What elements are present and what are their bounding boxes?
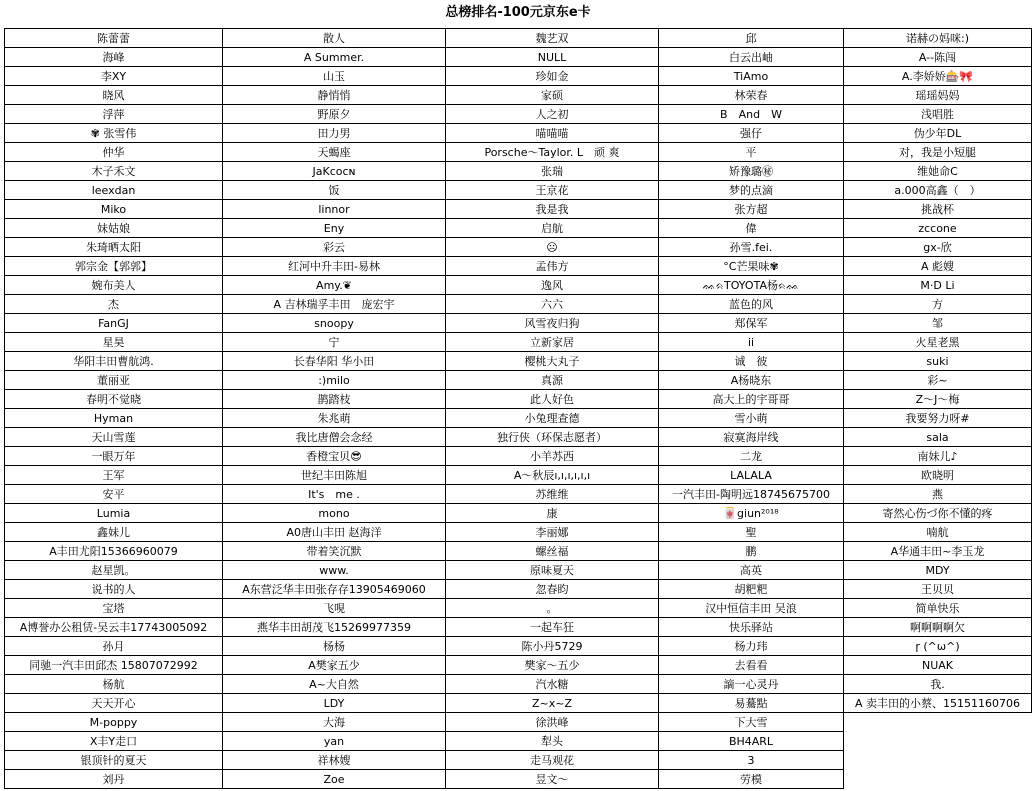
table-cell: 对，我是小短腿 [844, 143, 1032, 162]
table-cell: 孟伟方 [446, 257, 659, 276]
table-cell: 长春华阳 华小田 [223, 352, 446, 371]
table-cell: 饭 [223, 181, 446, 200]
table-cell: 寄然心伤づ你不懂的疼 [844, 504, 1032, 523]
table-cell: 大海 [223, 713, 446, 732]
table-cell: ✾ 张雪伟 [5, 124, 223, 143]
table-cell: 燕 [844, 485, 1032, 504]
table-cell: LALALA [659, 466, 844, 485]
table-cell: ii [659, 333, 844, 352]
table-row [5, 732, 1032, 751]
table-cell: 六六 [446, 295, 659, 314]
table-cell: A Summer. [223, 48, 446, 67]
table-cell: 汽水糖 [446, 675, 659, 694]
table-row [5, 200, 1032, 219]
table-row [5, 542, 1032, 561]
ranking-table [4, 28, 1032, 789]
table-cell: 林荣春 [659, 86, 844, 105]
table-cell: 平 [659, 143, 844, 162]
table-cell: 原味夏天 [446, 561, 659, 580]
table-cell: 珍如金 [446, 67, 659, 86]
table-cell: 梦的点滴 [659, 181, 844, 200]
table-cell: 人之初 [446, 105, 659, 124]
table-cell [844, 751, 1032, 770]
table-row [5, 181, 1032, 200]
table-cell: 火星老黑 [844, 333, 1032, 352]
table-cell: 风雪夜归狗 [446, 314, 659, 333]
table-cell: suki [844, 352, 1032, 371]
table-cell: LDY [223, 694, 446, 713]
table-cell: 妹姑娘 [5, 219, 223, 238]
table-cell: M-poppy [5, 713, 223, 732]
page-title: 总榜排名-100元京东e卡 [445, 5, 591, 20]
table-cell: 此人好色 [446, 390, 659, 409]
table-cell: 矫豫璐㊙ [659, 162, 844, 181]
table-cell: Amy.❦ [223, 276, 446, 295]
table-cell: 一眼万年 [5, 447, 223, 466]
table-cell: 说书的人 [5, 580, 223, 599]
table-row [5, 675, 1032, 694]
table-cell: NUAK [844, 656, 1032, 675]
table-row [5, 295, 1032, 314]
table-cell: 苏维维 [446, 485, 659, 504]
table-cell: 挑战杯 [844, 200, 1032, 219]
table-cell: 海峰 [5, 48, 223, 67]
table-cell: 山玉 [223, 67, 446, 86]
table-cell: 诺赫の妈咪:) [844, 29, 1032, 48]
table-cell: 犁头 [446, 732, 659, 751]
table-cell: 强仔 [659, 124, 844, 143]
table-cell: A 吉林瑞孚丰田 庞宏宇 [223, 295, 446, 314]
table-cell: 李丽娜 [446, 523, 659, 542]
table-cell: 李XY [5, 67, 223, 86]
table-cell: A--陈闯 [844, 48, 1032, 67]
table-cell: A 卖丰田的小蔡、15151160706 [844, 694, 1032, 713]
table-row [5, 276, 1032, 295]
table-cell: 我要努力呀# [844, 409, 1032, 428]
table-cell: 喵喵喵 [446, 124, 659, 143]
table-cell: ☹ [446, 238, 659, 257]
table-cell: 昱文～ [446, 770, 659, 789]
table-cell: mono [223, 504, 446, 523]
table-cell: A东营泛华丰田张存存13905469060 [223, 580, 446, 599]
table-row [5, 656, 1032, 675]
ranking-table-body [5, 29, 1032, 789]
table-cell: Porsche～Taylor. L 顽 爽 [446, 143, 659, 162]
table-cell: A~大自然 [223, 675, 446, 694]
table-cell: °C芒果味✾ [659, 257, 844, 276]
table-cell: 浅唱胜 [844, 105, 1032, 124]
table-cell: Miko [5, 200, 223, 219]
table-cell: 偉 [659, 219, 844, 238]
table-cell: MDY [844, 561, 1032, 580]
table-row [5, 599, 1032, 618]
table-cell: 散人 [223, 29, 446, 48]
table-cell: 宁 [223, 333, 446, 352]
table-cell: 快乐驿站 [659, 618, 844, 637]
table-cell: 樊家～五少 [446, 656, 659, 675]
table-cell: 喃航 [844, 523, 1032, 542]
table-cell: 浮萍 [5, 105, 223, 124]
table-cell: 立新家居 [446, 333, 659, 352]
table-cell: 一汽丰田-陶明远18745675700 [659, 485, 844, 504]
table-row [5, 257, 1032, 276]
table-row [5, 219, 1032, 238]
table-row [5, 504, 1032, 523]
table-cell: 燕华丰田胡茂飞15269977359 [223, 618, 446, 637]
table-row [5, 485, 1032, 504]
table-cell: 朱兆萌 [223, 409, 446, 428]
table-cell: A.李娇娇🎰🎀 [844, 67, 1032, 86]
table-cell: 鑫妹儿 [5, 523, 223, 542]
table-cell: 维她命C [844, 162, 1032, 181]
table-cell: :)milo [223, 371, 446, 390]
table-row [5, 409, 1032, 428]
table-row [5, 618, 1032, 637]
table-row [5, 333, 1032, 352]
table-cell: 聖 [659, 523, 844, 542]
table-cell: 小羊苏西 [446, 447, 659, 466]
table-cell: 欧晓明 [844, 466, 1032, 485]
table-cell: 田力男 [223, 124, 446, 143]
table-cell: 杨杨 [223, 637, 446, 656]
table-cell: A丰田尤阳15366960079 [5, 542, 223, 561]
table-cell: B And W [659, 105, 844, 124]
table-cell: sala [844, 428, 1032, 447]
table-cell: 木子禾文 [5, 162, 223, 181]
table-cell: 鹏 [659, 542, 844, 561]
table-cell: 安平 [5, 485, 223, 504]
table-cell: A华通丰田~李玉龙 [844, 542, 1032, 561]
table-cell: 红河中升丰田-易林 [223, 257, 446, 276]
table-row [5, 561, 1032, 580]
table-cell: A樊家五少 [223, 656, 446, 675]
table-cell: 祥林嫂 [223, 751, 446, 770]
table-cell: 带着笑沉默 [223, 542, 446, 561]
table-row [5, 371, 1032, 390]
table-cell: 我. [844, 675, 1032, 694]
table-cell: 易驀點 [659, 694, 844, 713]
table-cell: 蓝色的风 [659, 295, 844, 314]
table-cell: 伪少年DL [844, 124, 1032, 143]
table-cell: Lumia [5, 504, 223, 523]
table-cell: X丰Y走口 [5, 732, 223, 751]
table-cell: 謫一心灵丹 [659, 675, 844, 694]
table-cell: 高英 [659, 561, 844, 580]
table-cell: 杨航 [5, 675, 223, 694]
table-cell: 郭宗金【郭郭】 [5, 257, 223, 276]
table-cell: A0唐山丰田 赵海洋 [223, 523, 446, 542]
table-cell: 张瑞 [446, 162, 659, 181]
table-cell: 王贝贝 [844, 580, 1032, 599]
table-cell: 启航 [446, 219, 659, 238]
table-cell: 香橙宝贝😎 [223, 447, 446, 466]
table-cell: 张方超 [659, 200, 844, 219]
table-row [5, 770, 1032, 789]
table-cell: 家硕 [446, 86, 659, 105]
table-cell: 王军 [5, 466, 223, 485]
table-cell: 飞哯 [223, 599, 446, 618]
table-cell: 雪小萌 [659, 409, 844, 428]
table-row [5, 751, 1032, 770]
table-cell: 华阳丰田曹航鸿. [5, 352, 223, 371]
table-row [5, 447, 1032, 466]
table-cell: It's me . [223, 485, 446, 504]
table-cell: a.000高鑫（ ） [844, 181, 1032, 200]
table-row [5, 390, 1032, 409]
table-cell: 二龙 [659, 447, 844, 466]
table-cell: ᨐᨑTOYOTA杨ᨑᨐ [659, 276, 844, 295]
table-cell: 方 [844, 295, 1032, 314]
table-cell: 南妹儿♪ [844, 447, 1032, 466]
table-cell: 忽春盷 [446, 580, 659, 599]
table-row [5, 466, 1032, 485]
table-row [5, 352, 1032, 371]
table-row [5, 124, 1032, 143]
table-row [5, 314, 1032, 333]
table-cell: 康 [446, 504, 659, 523]
table-cell: 。 [446, 599, 659, 618]
table-cell: 同驰一汽丰田邱杰 15807072992 [5, 656, 223, 675]
table-cell: leexdan [5, 181, 223, 200]
table-cell: 陈蕾蕾 [5, 29, 223, 48]
table-cell: zccone [844, 219, 1032, 238]
table-cell: 下大雪 [659, 713, 844, 732]
table-cell: www. [223, 561, 446, 580]
table-cell: 寂寞海岸线 [659, 428, 844, 447]
table-cell: 瑶瑶妈妈 [844, 86, 1032, 105]
table-cell: 逸风 [446, 276, 659, 295]
table-cell: TiAmo [659, 67, 844, 86]
table-row [5, 29, 1032, 48]
table-cell: 天蝎座 [223, 143, 446, 162]
table-cell: 宝塔 [5, 599, 223, 618]
table-cell: A博誉办公租赁-吴云丰17743005092 [5, 618, 223, 637]
table-row [5, 637, 1032, 656]
table-cell: 邱 [659, 29, 844, 48]
table-cell: 彩~ [844, 371, 1032, 390]
table-cell: 高大上的宇哥哥 [659, 390, 844, 409]
table-row [5, 428, 1032, 447]
table-cell: 走马观花 [446, 751, 659, 770]
table-cell: 3 [659, 751, 844, 770]
table-cell: A 彪嫂 [844, 257, 1032, 276]
table-cell: 星昊 [5, 333, 223, 352]
table-cell: 汉中恒信丰田 吴浪 [659, 599, 844, 618]
table-cell: 我比唐僧会念经 [223, 428, 446, 447]
table-cell: 魏艺双 [446, 29, 659, 48]
table-row [5, 238, 1032, 257]
table-cell: BH4ARL [659, 732, 844, 751]
table-cell: 樱桃大丸子 [446, 352, 659, 371]
table-cell: 野原夕 [223, 105, 446, 124]
table-cell: A～秋辰ı,ı,ı,ı,ı,ı [446, 466, 659, 485]
table-cell: Z～J～梅 [844, 390, 1032, 409]
table-cell: 劳模 [659, 770, 844, 789]
table-row [5, 86, 1032, 105]
table-cell [844, 713, 1032, 732]
table-cell: 杨力玮 [659, 637, 844, 656]
table-cell: 我是我 [446, 200, 659, 219]
table-row [5, 48, 1032, 67]
table-cell: 真源 [446, 371, 659, 390]
table-row [5, 580, 1032, 599]
table-cell: 一起车狂 [446, 618, 659, 637]
table-cell: Z~x~Z [446, 694, 659, 713]
table-cell: 简单快乐 [844, 599, 1032, 618]
table-cell: 天山雪莲 [5, 428, 223, 447]
table-cell: Hyman [5, 409, 223, 428]
table-cell: 去看看 [659, 656, 844, 675]
table-cell: 白云出岫 [659, 48, 844, 67]
table-cell: 杰 [5, 295, 223, 314]
table-cell: Zoe [223, 770, 446, 789]
table-cell: yan [223, 732, 446, 751]
table-cell: 独行侠（环保志愿者） [446, 428, 659, 447]
table-cell: 银顶针的夏天 [5, 751, 223, 770]
table-cell: 刘丹 [5, 770, 223, 789]
table-cell [844, 770, 1032, 789]
table-cell: 婉布美人 [5, 276, 223, 295]
table-cell: 董丽亚 [5, 371, 223, 390]
table-cell: 啊啊啊啊欠 [844, 618, 1032, 637]
table-row [5, 67, 1032, 86]
table-cell: snoopy [223, 314, 446, 333]
table-cell: 胡粑粑 [659, 580, 844, 599]
table-row [5, 713, 1032, 732]
table-row [5, 694, 1032, 713]
table-cell: 世纪丰田陈旭 [223, 466, 446, 485]
table-row [5, 162, 1032, 181]
table-cell: 螺丝福 [446, 542, 659, 561]
table-cell: 赵星凯。 [5, 561, 223, 580]
table-cell: gx-欣 [844, 238, 1032, 257]
table-cell: Eny [223, 219, 446, 238]
table-cell: 彩云 [223, 238, 446, 257]
table-cell: 徐洪峰 [446, 713, 659, 732]
table-cell: 鹊踏枝 [223, 390, 446, 409]
table-cell: 小兔理查德 [446, 409, 659, 428]
table-cell: 朱琦晒太阳 [5, 238, 223, 257]
table-cell: 孙雪.fei. [659, 238, 844, 257]
table-cell: 静悄悄 [223, 86, 446, 105]
table-cell: 孙月 [5, 637, 223, 656]
table-cell: 王京花 [446, 181, 659, 200]
table-cell: FanGJ [5, 314, 223, 333]
table-cell: 诚 彼 [659, 352, 844, 371]
table-cell: ɼ (^ω^) [844, 637, 1032, 656]
table-cell: 仲华 [5, 143, 223, 162]
table-cell: 陈小丹5729 [446, 637, 659, 656]
table-cell: NULL [446, 48, 659, 67]
table-cell [844, 732, 1032, 751]
table-cell: M·D Li [844, 276, 1032, 295]
table-cell: 邹 [844, 314, 1032, 333]
table-cell: JaKcocɴ [223, 162, 446, 181]
table-row [5, 143, 1032, 162]
table-row [5, 523, 1032, 542]
table-cell: A杨晓东 [659, 371, 844, 390]
table-cell: 晓风 [5, 86, 223, 105]
table-cell: 春明不觉晓 [5, 390, 223, 409]
table-row [5, 105, 1032, 124]
table-cell: 🀄giun²⁰¹⁸ [659, 504, 844, 523]
table-cell: 郑保军 [659, 314, 844, 333]
table-cell: linnor [223, 200, 446, 219]
table-cell: 天天开心 [5, 694, 223, 713]
